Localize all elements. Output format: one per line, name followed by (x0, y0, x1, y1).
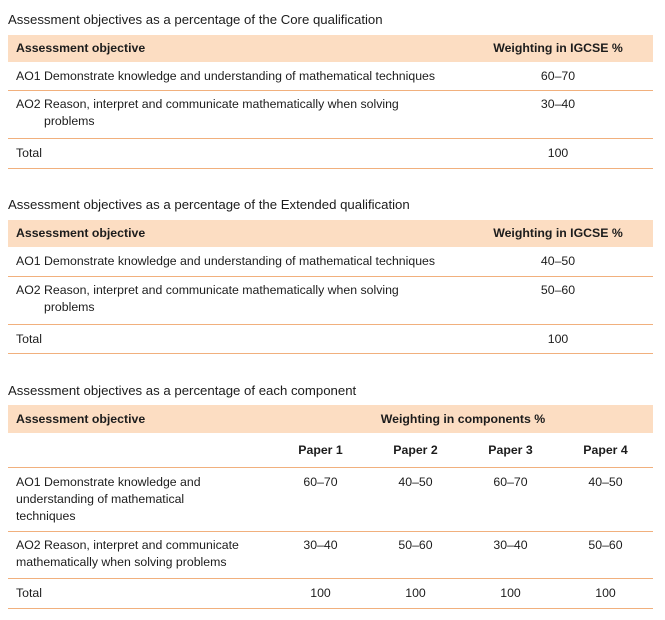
table-row (8, 532, 653, 579)
objective-cell (8, 474, 273, 531)
total-value: 100 (547, 331, 569, 346)
paper-3-total: 100 (500, 586, 521, 600)
objective-cell: AO1 Demonstrate knowledge and understanding of mathematical techniques (16, 68, 436, 83)
paper-2-value: 50–60 (398, 538, 433, 552)
paper-1-header: Paper 1 (298, 442, 343, 457)
table-header-row (8, 220, 653, 247)
table-row (8, 91, 653, 139)
header-assessment-objective: Assessment objective (16, 41, 146, 55)
objective-line: AO2 Reason, interpret and communicate mathematically when solving (16, 283, 399, 297)
components-objectives-table (8, 405, 653, 609)
paper-3-header: Paper 3 (488, 442, 533, 457)
table-row (8, 247, 653, 277)
paper-1-value: 60–70 (303, 475, 338, 489)
core-objectives-table (8, 35, 653, 169)
objective-cell (8, 96, 463, 138)
objective-line: problems (44, 114, 95, 128)
total-label: Total (16, 586, 42, 600)
paper-4-value: 40–50 (588, 475, 623, 489)
extended-table-caption: Assessment objectives as a percentage of the Extended qualification (8, 197, 410, 212)
paper-3-value: 60–70 (493, 475, 528, 489)
total-label: Total (16, 146, 42, 160)
weighting-cell: 40–50 (540, 254, 576, 268)
table-row (8, 277, 653, 325)
paper-2-total: 100 (405, 586, 426, 600)
weighting-cell: 60–70 (540, 68, 576, 83)
core-table-caption: Assessment objectives as a percentage of the Core qualification (8, 12, 383, 27)
objective-cell (8, 282, 463, 324)
paper-1-total: 100 (310, 586, 331, 600)
paper-2-value: 40–50 (398, 475, 433, 489)
paper-1-value: 30–40 (303, 538, 338, 552)
objective-line: AO2 Reason, interpret and communicate mathematically when solving (16, 97, 399, 111)
objective-line: AO1 Demonstrate knowledge and (16, 475, 201, 489)
weighting-cell: 30–40 (540, 97, 576, 111)
table-row-total (8, 325, 653, 354)
paper-4-value: 50–60 (588, 538, 623, 552)
table-row-total (8, 139, 653, 169)
paper-3-value: 30–40 (493, 538, 528, 552)
components-table-caption: Assessment objectives as a percentage of each component (8, 383, 357, 398)
header-weighting-components: Weighting in components % (380, 411, 546, 426)
objective-line: AO2 Reason, interpret and communicate (16, 538, 239, 552)
objective-line: mathematically when solving problems (16, 555, 227, 569)
objective-line: techniques (16, 509, 76, 523)
table-row (8, 62, 653, 91)
objective-cell (8, 537, 273, 578)
header-weighting: Weighting in IGCSE % (493, 226, 623, 240)
paper-header-row (8, 433, 653, 468)
table-row-total (8, 579, 653, 609)
header-assessment-objective: Assessment objective (16, 226, 146, 240)
total-label: Total (16, 331, 42, 346)
header-weighting: Weighting in IGCSE % (493, 41, 623, 55)
weighting-cell: 50–60 (540, 283, 576, 297)
table-header-row (8, 405, 653, 433)
objective-cell: AO1 Demonstrate knowledge and understanding of mathematical techniques (16, 254, 436, 268)
objective-line: problems (44, 300, 95, 314)
paper-2-header: Paper 2 (393, 442, 438, 457)
paper-4-header: Paper 4 (583, 442, 628, 457)
table-row (8, 468, 653, 532)
total-value: 100 (547, 146, 569, 160)
paper-4-total: 100 (595, 586, 616, 600)
extended-objectives-table (8, 220, 653, 354)
table-header-row (8, 35, 653, 62)
objective-line: understanding of mathematical (16, 492, 185, 506)
header-assessment-objective: Assessment objective (16, 411, 146, 426)
